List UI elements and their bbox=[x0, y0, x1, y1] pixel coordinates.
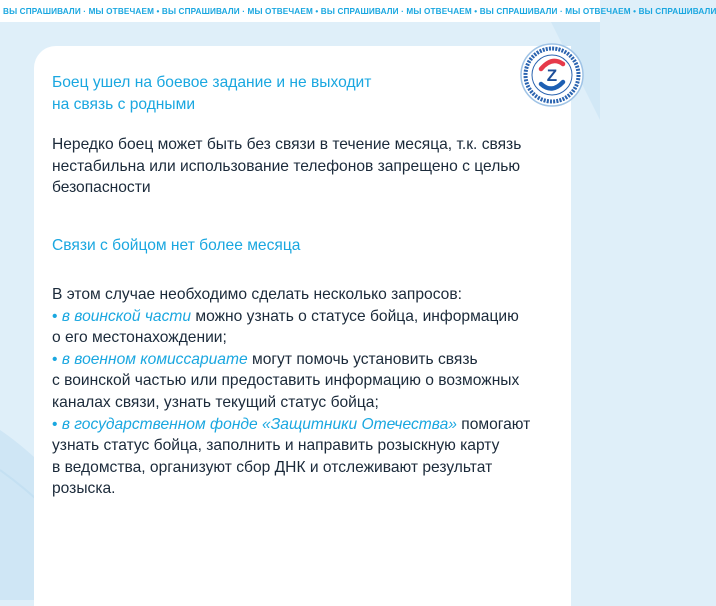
bullet-icon: • bbox=[52, 307, 58, 325]
bullet-item-line: с воинской частью или предоставить информацию о возможных bbox=[52, 372, 520, 390]
bullet-text: могут помочь установить связь bbox=[247, 350, 478, 368]
section1-body bbox=[52, 134, 522, 199]
bullet-highlight: в воинской части bbox=[61, 307, 192, 325]
bullet-icon: • bbox=[52, 350, 58, 368]
bullet-item-line: о его местонахождении; bbox=[52, 329, 227, 347]
z-emblem-icon bbox=[519, 42, 585, 108]
section1-body-line: Нередко боец может быть без связи в течение месяца, т.к. связь bbox=[52, 136, 522, 153]
ticker-banner bbox=[0, 0, 716, 22]
section1-title-line: на связь с родными bbox=[52, 96, 196, 113]
bullet-item-line: каналах связи, узнать текущий статус бойца; bbox=[52, 393, 379, 411]
section2-intro: В этом случае необходимо сделать несколько запросов: bbox=[52, 286, 462, 303]
bullet-text: можно узнать о статусе бойца, информацию bbox=[191, 307, 519, 325]
bullet-item-line: узнать статус бойца, заполнить и направить розыскную карту bbox=[52, 437, 500, 455]
section2-title-line: Связи с бойцом нет более месяца bbox=[52, 237, 301, 254]
ticker-text: ВЫ СПРАШИВАЛИ · МЫ ОТВЕЧАЕМ • ВЫ СПРАШИВАЛИ · МЫ ОТВЕЧАЕМ • ВЫ СПРАШИВАЛИ · МЫ ОТВЕЧАЕМ • ВЫ СПРАШИВАЛИ · МЫ ОТВЕЧАЕМ • ВЫ СПРАШИВАЛИ bbox=[3, 6, 716, 16]
bullet-highlight: в государственном фонде «Защитники Отечества» bbox=[61, 415, 457, 433]
emblem-letter: Z bbox=[546, 66, 558, 85]
section1-body-line: нестабильна или использование телефонов запрещено с целью bbox=[52, 157, 521, 175]
section1-body-line: безопасности bbox=[52, 179, 151, 197]
section1-title bbox=[52, 72, 472, 116]
section2-body bbox=[52, 284, 531, 500]
bullet-item-line bbox=[52, 414, 531, 436]
section1-title-line: Боец ушел на боевое задание и не выходит bbox=[52, 74, 372, 91]
bullet-text: помогают bbox=[456, 415, 531, 433]
bullet-icon: • bbox=[52, 415, 58, 433]
bullet-highlight: в военном комиссариате bbox=[61, 350, 248, 368]
section2-title bbox=[52, 235, 472, 257]
bullet-item-line bbox=[52, 349, 522, 371]
bullet-item-line: розыска. bbox=[52, 480, 116, 498]
bullet-item-line bbox=[52, 306, 522, 328]
bullet-item-line: в ведомства, организуют сбор ДНК и отслеживают результат bbox=[52, 458, 493, 476]
